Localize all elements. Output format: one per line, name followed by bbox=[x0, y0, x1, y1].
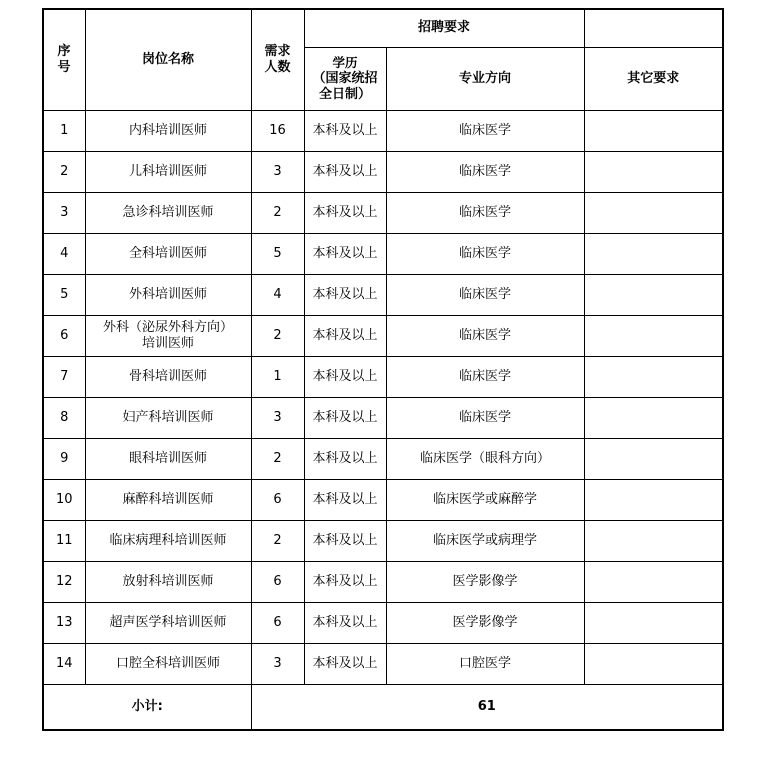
cell-major: 临床医学 bbox=[386, 193, 584, 234]
cell-education: 本科及以上 bbox=[304, 644, 386, 685]
header-demand-line-2: 人数 bbox=[264, 60, 291, 75]
header-education-line-2: （国家统招 bbox=[312, 70, 378, 86]
table-row bbox=[43, 111, 723, 152]
table-row bbox=[43, 234, 723, 275]
cell-education: 本科及以上 bbox=[304, 398, 386, 439]
cell-major: 临床医学 bbox=[386, 275, 584, 316]
cell-seq: 1 bbox=[43, 111, 85, 152]
cell-education: 本科及以上 bbox=[304, 480, 386, 521]
header-seq bbox=[43, 9, 85, 111]
cell-education: 本科及以上 bbox=[304, 562, 386, 603]
table-row bbox=[43, 521, 723, 562]
cell-post-name-line-1: 外科（泌尿外科方向） bbox=[102, 319, 233, 335]
cell-other-requirements bbox=[584, 193, 723, 234]
header-other-requirements: 其它要求 bbox=[584, 48, 723, 111]
cell-education: 本科及以上 bbox=[304, 316, 386, 357]
cell-major: 临床医学或麻醉学 bbox=[386, 480, 584, 521]
cell-post-name: 麻醉科培训医师 bbox=[85, 480, 251, 521]
table-row bbox=[43, 193, 723, 234]
cell-post-name: 内科培训医师 bbox=[85, 111, 251, 152]
header-recruit-requirements: 招聘要求 bbox=[304, 9, 584, 48]
header-education-line-3: 全日制） bbox=[318, 86, 371, 102]
cell-post-name bbox=[85, 316, 251, 357]
table-row bbox=[43, 275, 723, 316]
table-row bbox=[43, 439, 723, 480]
cell-post-name: 超声医学科培训医师 bbox=[85, 603, 251, 644]
cell-other-requirements bbox=[584, 111, 723, 152]
cell-demand-count: 2 bbox=[251, 521, 304, 562]
cell-other-requirements bbox=[584, 562, 723, 603]
cell-major: 医学影像学 bbox=[386, 603, 584, 644]
cell-seq: 11 bbox=[43, 521, 85, 562]
cell-seq: 2 bbox=[43, 152, 85, 193]
header-education-line-1: 学历 bbox=[332, 54, 358, 70]
cell-demand-count: 5 bbox=[251, 234, 304, 275]
cell-demand-count: 6 bbox=[251, 562, 304, 603]
header-education bbox=[304, 48, 386, 111]
header-seq-line-2: 号 bbox=[57, 60, 71, 75]
cell-seq: 7 bbox=[43, 357, 85, 398]
table-row bbox=[43, 562, 723, 603]
header-demand-line-1: 需求 bbox=[264, 43, 291, 59]
cell-other-requirements bbox=[584, 603, 723, 644]
cell-post-name: 临床病理科培训医师 bbox=[85, 521, 251, 562]
cell-post-name-line-2: 培训医师 bbox=[141, 336, 194, 351]
cell-other-requirements bbox=[584, 234, 723, 275]
cell-major: 临床医学或病理学 bbox=[386, 521, 584, 562]
table-row bbox=[43, 316, 723, 357]
cell-demand-count: 16 bbox=[251, 111, 304, 152]
cell-seq: 8 bbox=[43, 398, 85, 439]
cell-education: 本科及以上 bbox=[304, 603, 386, 644]
table-row bbox=[43, 152, 723, 193]
cell-education: 本科及以上 bbox=[304, 193, 386, 234]
cell-seq: 14 bbox=[43, 644, 85, 685]
cell-seq: 10 bbox=[43, 480, 85, 521]
cell-post-name: 骨科培训医师 bbox=[85, 357, 251, 398]
cell-demand-count: 2 bbox=[251, 439, 304, 480]
header-seq-line-1: 序 bbox=[57, 43, 71, 59]
table-row bbox=[43, 480, 723, 521]
cell-demand-count: 3 bbox=[251, 644, 304, 685]
cell-post-name: 眼科培训医师 bbox=[85, 439, 251, 480]
cell-demand-count: 6 bbox=[251, 603, 304, 644]
cell-other-requirements bbox=[584, 316, 723, 357]
cell-education: 本科及以上 bbox=[304, 111, 386, 152]
cell-major: 临床医学 bbox=[386, 234, 584, 275]
cell-seq: 6 bbox=[43, 316, 85, 357]
cell-major: 口腔医学 bbox=[386, 644, 584, 685]
cell-education: 本科及以上 bbox=[304, 152, 386, 193]
cell-seq: 5 bbox=[43, 275, 85, 316]
cell-major: 临床医学 bbox=[386, 111, 584, 152]
cell-other-requirements bbox=[584, 152, 723, 193]
summary-total: 61 bbox=[251, 685, 723, 730]
cell-demand-count: 6 bbox=[251, 480, 304, 521]
cell-seq: 3 bbox=[43, 193, 85, 234]
header-row-top bbox=[43, 9, 723, 48]
cell-education: 本科及以上 bbox=[304, 439, 386, 480]
cell-major: 医学影像学 bbox=[386, 562, 584, 603]
cell-education: 本科及以上 bbox=[304, 234, 386, 275]
cell-post-name: 妇产科培训医师 bbox=[85, 398, 251, 439]
cell-major: 临床医学 bbox=[386, 357, 584, 398]
cell-seq: 9 bbox=[43, 439, 85, 480]
cell-other-requirements bbox=[584, 521, 723, 562]
cell-post-name: 外科培训医师 bbox=[85, 275, 251, 316]
summary-row bbox=[43, 685, 723, 730]
cell-demand-count: 4 bbox=[251, 275, 304, 316]
header-major: 专业方向 bbox=[386, 48, 584, 111]
cell-post-name: 放射科培训医师 bbox=[85, 562, 251, 603]
summary-label: 小计: bbox=[43, 685, 251, 730]
table-body bbox=[43, 9, 723, 730]
cell-demand-count: 3 bbox=[251, 398, 304, 439]
cell-other-requirements bbox=[584, 439, 723, 480]
cell-demand-count: 2 bbox=[251, 316, 304, 357]
cell-other-requirements bbox=[584, 357, 723, 398]
cell-demand-count: 3 bbox=[251, 152, 304, 193]
cell-other-requirements bbox=[584, 644, 723, 685]
cell-major: 临床医学（眼科方向） bbox=[386, 439, 584, 480]
cell-major: 临床医学 bbox=[386, 152, 584, 193]
table-row bbox=[43, 398, 723, 439]
header-post-name: 岗位名称 bbox=[85, 9, 251, 111]
cell-major: 临床医学 bbox=[386, 316, 584, 357]
header-other-spacer bbox=[584, 9, 723, 48]
cell-post-name: 全科培训医师 bbox=[85, 234, 251, 275]
cell-seq: 13 bbox=[43, 603, 85, 644]
cell-other-requirements bbox=[584, 480, 723, 521]
cell-post-name: 儿科培训医师 bbox=[85, 152, 251, 193]
cell-other-requirements bbox=[584, 398, 723, 439]
cell-demand-count: 1 bbox=[251, 357, 304, 398]
table-row bbox=[43, 644, 723, 685]
cell-other-requirements bbox=[584, 275, 723, 316]
cell-education: 本科及以上 bbox=[304, 275, 386, 316]
cell-seq: 12 bbox=[43, 562, 85, 603]
cell-major: 临床医学 bbox=[386, 398, 584, 439]
cell-demand-count: 2 bbox=[251, 193, 304, 234]
cell-education: 本科及以上 bbox=[304, 357, 386, 398]
cell-post-name: 急诊科培训医师 bbox=[85, 193, 251, 234]
cell-post-name: 口腔全科培训医师 bbox=[85, 644, 251, 685]
table-row bbox=[43, 603, 723, 644]
recruitment-table bbox=[42, 8, 724, 731]
cell-education: 本科及以上 bbox=[304, 521, 386, 562]
cell-seq: 4 bbox=[43, 234, 85, 275]
table-row bbox=[43, 357, 723, 398]
header-demand-count bbox=[251, 9, 304, 111]
